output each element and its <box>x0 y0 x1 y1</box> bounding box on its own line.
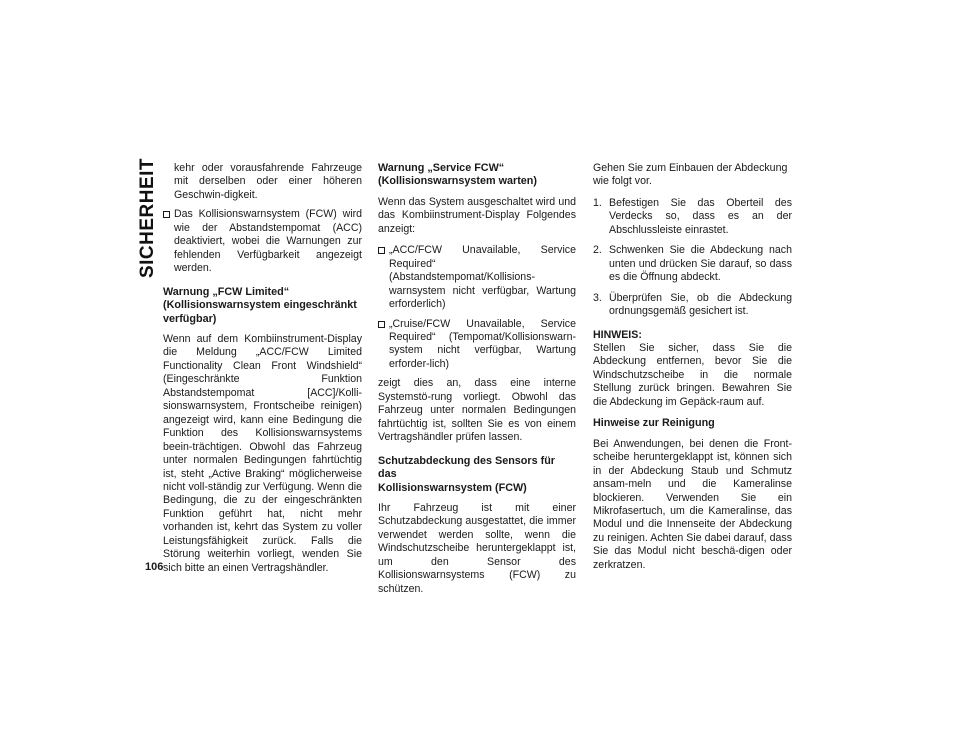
step-text: Befestigen Sie das Oberteil des Verdecks so, dass es an der Abschlussleiste einrastet. <box>609 196 792 236</box>
bullet-item <box>378 318 576 372</box>
page-number: 106 <box>145 561 164 573</box>
note-label: HINWEIS: <box>593 328 642 341</box>
paragraph: Ihr Fahrzeug ist mit einer Schutzabdeckung ausgestattet, die immer verwendet werden sollte, wenn die Windschutzscheibe heruntergeklappt ist, um den Sensor des Kollisionswarnsystems (FCW) zu schützen. <box>378 501 576 595</box>
column-2 <box>378 162 576 604</box>
column-1 <box>163 162 362 583</box>
square-bullet-icon <box>378 247 385 254</box>
heading-line-1: Warnung „FCW Limited“ <box>163 285 290 298</box>
bullet-item <box>378 244 576 311</box>
square-bullet-icon <box>163 211 170 218</box>
heading-line-1: Schutzabdeckung des Sensors für das <box>378 454 555 481</box>
bullet-item <box>163 208 362 275</box>
continued-bullet-text: kehr oder vorausfahrende Fahrzeuge mit derselben oder einer höheren Geschwin-digkeit. <box>174 162 362 201</box>
step-text: Schwenken Sie die Abdeckung nach unten und drücken Sie darauf, so dass es die Öffnung abdeckt. <box>609 244 792 284</box>
column-3 <box>593 162 792 580</box>
square-bullet-icon <box>378 321 385 328</box>
numbered-step <box>593 292 792 319</box>
section-heading-sensor-cover <box>378 455 576 495</box>
step-number: 1. <box>593 196 602 209</box>
section-heading-service-fcw <box>378 162 576 189</box>
paragraph: Wenn auf dem Kombiinstrument-Display die Meldung „ACC/FCW Limited Functionality Clean Front Windshield“ (Eingeschränkte Funktion Abstandstempomat [ACC]/Kolli-sionswarnsystem, Frontscheibe reinigen) angezeigt wird, kann eine Bedingung die Funktion des Kollisionswarnsystems beein-trächtigen. Obwohl das Fahrzeug unter normalen Bedingungen fahrtüchtig ist, steht „Active Braking“ möglicherweise nicht voll-ständig zur Verfügung. Wenn die Bedingung, die zu der eingeschränkten Funktion geführt hat, nicht mehr vorhanden ist, kehrt das System zu voller Leistungsfähigkeit zurück. Falls die Störung weiterhin vorliegt, wenden Sie sich bitte an einen Vertragshändler. <box>163 332 362 574</box>
heading-line-2: (Kollisionswarnsystem warten) <box>378 175 537 188</box>
note <box>593 329 792 410</box>
paragraph: Bei Anwendungen, bei denen die Front-scheibe heruntergeklappt ist, können sich in der Abdeckung Staub und Schmutz ansam-meln und die Kameralinse blockieren. Verwenden Sie ein Mikrofasertuch, um die Kameralinse, das Modul und die Innenseite der Abdeckung zu reinigen. Achten Sie dabei darauf, dass Sie das Modul nicht beschä-digen oder zerkratzen. <box>593 437 792 571</box>
numbered-step <box>593 244 792 284</box>
section-tab-label: SICHERHEIT <box>137 157 159 279</box>
numbered-step <box>593 197 792 237</box>
paragraph: zeigt dies an, dass eine interne Systemstö-rung vorliegt. Obwohl das Fahrzeug unter normalen Bedingungen fahrtüchtig ist, sollten Sie es von einem Vertragshändler prüfen lassen. <box>378 377 576 444</box>
heading-line-2: (Kollisionswarnsystem eingeschränkt verfügbar) <box>163 299 357 325</box>
section-heading-fcw-limited <box>163 286 362 326</box>
step-number: 2. <box>593 244 602 257</box>
heading-line-1: Warnung „Service FCW“ <box>378 162 505 174</box>
section-heading-cleaning: Hinweise zur Reinigung <box>593 417 715 430</box>
bullet-text: „Cruise/FCW Unavailable, Service Required“ (Tempomat/Kollisionswarn-system nicht verfügbar, Wartung erforder-lich) <box>389 317 576 370</box>
intro-paragraph: Wenn das System ausgeschaltet wird und das Kombiinstrument-Display Folgendes anzeigt: <box>378 195 576 235</box>
bullet-text: „ACC/FCW Unavailable, Service Required“ (Abstandstempomat/Kollisions-warnsystem nicht verfügbar, Wartung erforderlich) <box>389 244 576 311</box>
note-text: Stellen Sie sicher, dass Sie die Abdeckung entfernen, bevor Sie die Windschutzscheibe in die normale Stellung zurück bringen. Bewahren Sie die Abdeckung im Gepäck-raum auf. <box>593 341 792 408</box>
bullet-text: Das Kollisionswarnsystem (FCW) wird wie der Abstandstempomat (ACC) deaktiviert, wobei die Warnungen zur fehlenden Verfügbarkeit angezeigt werden. <box>174 208 362 275</box>
step-text: Überprüfen Sie, ob die Abdeckung ordnungsgemäß gesichert ist. <box>609 291 792 318</box>
intro-paragraph: Gehen Sie zum Einbauen der Abdeckung wie folgt vor. <box>593 162 788 188</box>
step-number: 3. <box>593 291 602 304</box>
heading-line-2: Kollisionswarnsystem (FCW) <box>378 481 527 494</box>
section-tab <box>137 157 159 279</box>
